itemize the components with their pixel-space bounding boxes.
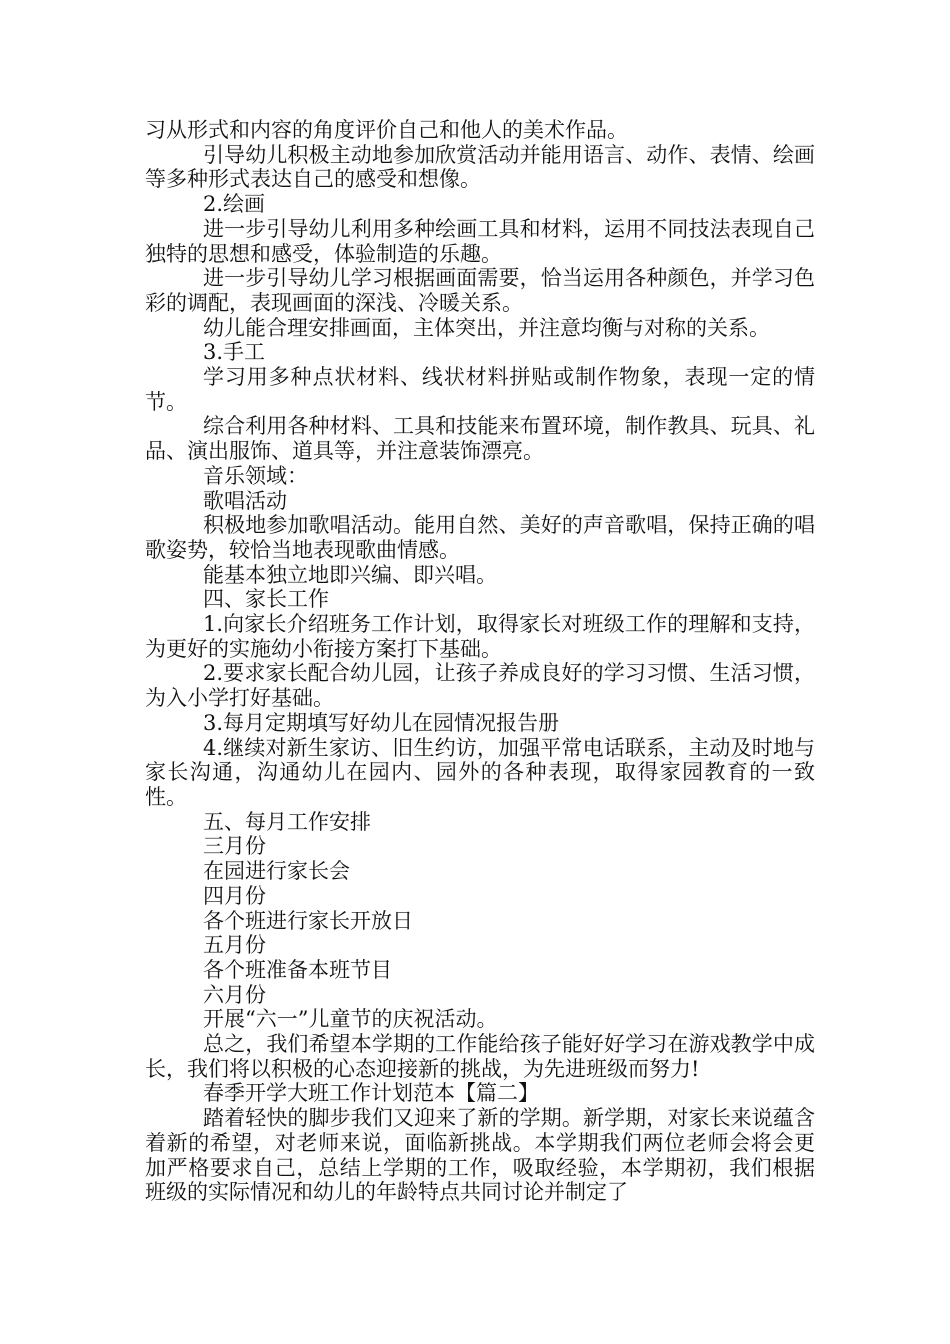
document-body bbox=[145, 118, 815, 1205]
section-heading: 五、每月工作安排 bbox=[203, 809, 371, 834]
paragraph: 进一步引导幼儿学习根据画面需要，恰当运用各种颜色，并学习色彩的调配，表现画面的深浅、冷暖关系。 bbox=[145, 266, 815, 315]
month-label: 三月份 bbox=[203, 834, 266, 859]
paragraph: 3.每月定期填写好幼儿在园情况报告册 bbox=[203, 710, 560, 735]
paragraph: 踏着轻快的脚步我们又迎来了新的学期。新学期，对家长来说蕴含着新的希望，对老师来说，面临新挑战。本学期我们两位老师会将会更加严格要求自己，总结上学期的工作，吸取经验，本学期初，我们根据班级的实际情况和幼儿的年龄特点共同讨论并制定了 bbox=[145, 1106, 815, 1205]
paragraph: 积极地参加歌唱活动。能用自然、美好的声音歌唱，保持正确的唱歌姿势，较恰当地表现歌曲情感。 bbox=[145, 513, 815, 562]
section-heading: 2.绘画 bbox=[203, 192, 266, 217]
paragraph: 1.向家长介绍班务工作计划，取得家长对班级工作的理解和支持，为更好的实施幼小衔接方案打下基础。 bbox=[145, 612, 815, 661]
month-label: 六月份 bbox=[203, 982, 266, 1007]
paragraph: 总之，我们希望本学期的工作能给孩子能好好学习在游戏教学中成长，我们将以积极的心态迎接新的挑战，为先进班级而努力! bbox=[145, 1032, 815, 1081]
month-label: 五月份 bbox=[203, 933, 266, 958]
month-activity: 开展“六一”儿童节的庆祝活动。 bbox=[203, 1007, 498, 1032]
month-label: 四月份 bbox=[203, 883, 266, 908]
paragraph: 进一步引导幼儿利用多种绘画工具和材料，运用不同技法表现自己独特的思想和感受，体验制造的乐趣。 bbox=[145, 216, 815, 266]
section-heading: 音乐领域： bbox=[203, 463, 308, 488]
month-activity: 在园进行家长会 bbox=[203, 859, 350, 884]
section-heading: 歌唱活动 bbox=[203, 488, 287, 513]
paragraph: 学习用多种点状材料、线状材料拼贴或制作物象，表现一定的情节。 bbox=[145, 365, 815, 414]
paragraph: 2.要求家长配合幼儿园，让孩子养成良好的学习习惯、生活习惯，为入小学打好基础。 bbox=[145, 661, 815, 711]
paragraph: 综合利用各种材料、工具和技能来布置环境，制作教具、玩具、礼品、演出服饰、道具等，并注意装饰漂亮。 bbox=[145, 414, 815, 464]
paragraph: 4.继续对新生家访、旧生约访，加强平常电话联系，主动及时地与家长沟通，沟通幼儿在园内、园外的各种表现，取得家园教育的一致性。 bbox=[145, 735, 815, 809]
paragraph: 能基本独立地即兴编、即兴唱。 bbox=[203, 562, 497, 587]
section-heading: 3.手工 bbox=[203, 340, 266, 365]
section-title: 春季开学大班工作计划范本【篇二】 bbox=[203, 1081, 539, 1106]
paragraph: 引导幼儿积极主动地参加欣赏活动并能用语言、动作、表情、绘画等多种形式表达自己的感受和想像。 bbox=[145, 142, 815, 192]
month-activity: 各个班准备本班节目 bbox=[203, 957, 392, 982]
paragraph: 幼儿能合理安排画面，主体突出，并注意均衡与对称的关系。 bbox=[203, 315, 770, 340]
paragraph: 习从形式和内容的角度评价自己和他人的美术作品。 bbox=[145, 118, 628, 142]
section-heading: 四、家长工作 bbox=[203, 587, 329, 612]
month-activity: 各个班进行家长开放日 bbox=[203, 908, 413, 933]
